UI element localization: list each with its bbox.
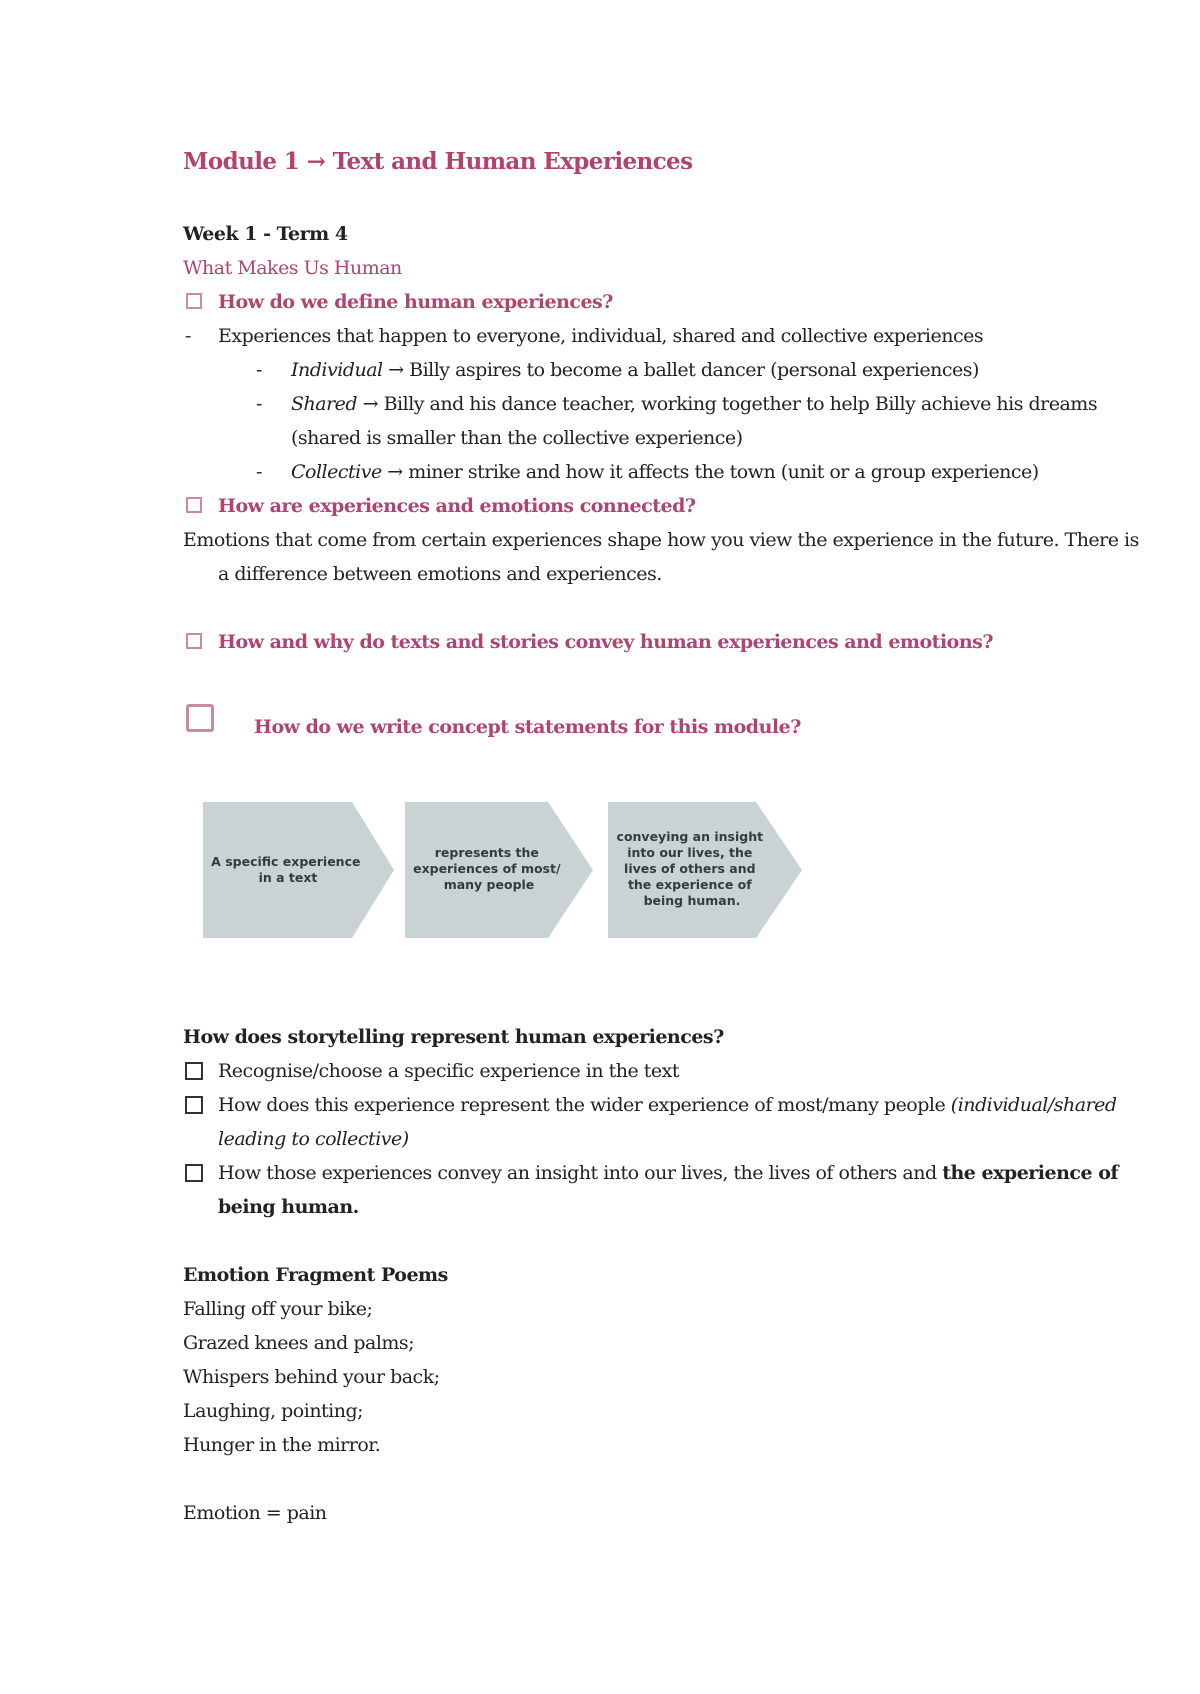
bullet-main: Experiences that happen to everyone, individual, shared and collective experiences [218,325,984,347]
question-2: How are experiences and emotions connected? [218,495,696,517]
poem-line: Whispers behind your back; [183,1366,440,1388]
poem-line: Grazed knees and palms; [183,1332,415,1354]
term-shared: Shared [291,393,358,415]
check-item-1: Recognise/choose a specific experience in the text [218,1060,679,1082]
subheading: What Makes Us Human [183,257,402,279]
flow-text-line: experiences of most/ [413,861,561,876]
sub-bullet-shared [291,392,1097,416]
sub-bullet-text: → Billy and his dance teacher, working together to help Billy achieve his dreams [357,393,1098,415]
flow-text-line: in a text [258,870,318,885]
sub-bullet-individual [291,358,979,382]
bullet-dash: - [185,325,192,347]
poem-heading: Emotion Fragment Poems [183,1264,448,1286]
paragraph-line-2: a difference between emotions and experiences. [218,563,662,585]
poem-line: Hunger in the mirror. [183,1434,381,1456]
sub-bullet-text: → Billy aspires to become a ballet dancer (personal experiences) [382,359,979,381]
term-individual: Individual [291,359,383,381]
poem-line: Laughing, pointing; [183,1400,364,1422]
checkbox-q2[interactable] [186,497,202,513]
checkbox-step-3[interactable] [185,1164,203,1182]
checkbox-step-2[interactable] [185,1096,203,1114]
check-item-2 [218,1093,1117,1117]
flow-text-line: represents the [434,845,539,860]
storytelling-heading: How does storytelling represent human experiences? [183,1026,724,1048]
sub-bullet-dash: - [256,393,263,415]
page-title: Module 1 → Text and Human Experiences [183,148,693,175]
checkbox-step-1[interactable] [185,1062,203,1080]
checkbox-q4[interactable] [186,704,214,732]
sub-bullet-collective [291,460,1039,484]
flow-text-line: many people [443,877,535,892]
check-item-3 [218,1161,1118,1185]
question-3: How and why do texts and stories convey human experiences and emotions? [218,631,993,653]
emotion-line: Emotion = pain [183,1502,327,1524]
poem-line: Falling off your bike; [183,1298,373,1320]
flow-text-line: conveying an insight [616,829,764,844]
sub-bullet-text: → miner strike and how it affects the town (unit or a group experience) [381,461,1039,483]
check-item-text: How does this experience represent the wider experience of most/many people [218,1094,951,1116]
check-item-3-cont: being human. [218,1196,359,1218]
check-item-2-cont [218,1127,409,1151]
sub-bullet-shared-cont: (shared is smaller than the collective experience) [291,427,743,449]
flow-text-line: being human. [643,893,741,908]
flow-text-line: the experience of [627,877,752,892]
concept-flow-diagram [200,800,810,942]
check-item-text: How those experiences convey an insight into our lives, the lives of others and [218,1162,943,1184]
checkbox-q3[interactable] [186,633,202,649]
week-heading: Week 1 - Term 4 [183,223,348,245]
flow-text-line: A specific experience [211,854,361,869]
question-1: How do we define human experiences? [218,291,613,313]
checkbox-q1[interactable] [186,293,202,309]
flow-text-line: into our lives, the [627,845,753,860]
check-item-italic: leading to collective) [218,1128,409,1150]
paragraph-line-1: Emotions that come from certain experiences shape how you view the experience in the future. There is [183,529,1139,551]
check-item-bold: the experience of [942,1162,1119,1184]
question-4: How do we write concept statements for this module? [254,716,801,738]
term-collective: Collective [291,461,382,483]
sub-bullet-dash: - [256,461,263,483]
flow-text-line: lives of others and [624,861,756,876]
sub-bullet-dash: - [256,359,263,381]
check-item-italic: (individual/shared [950,1094,1117,1116]
